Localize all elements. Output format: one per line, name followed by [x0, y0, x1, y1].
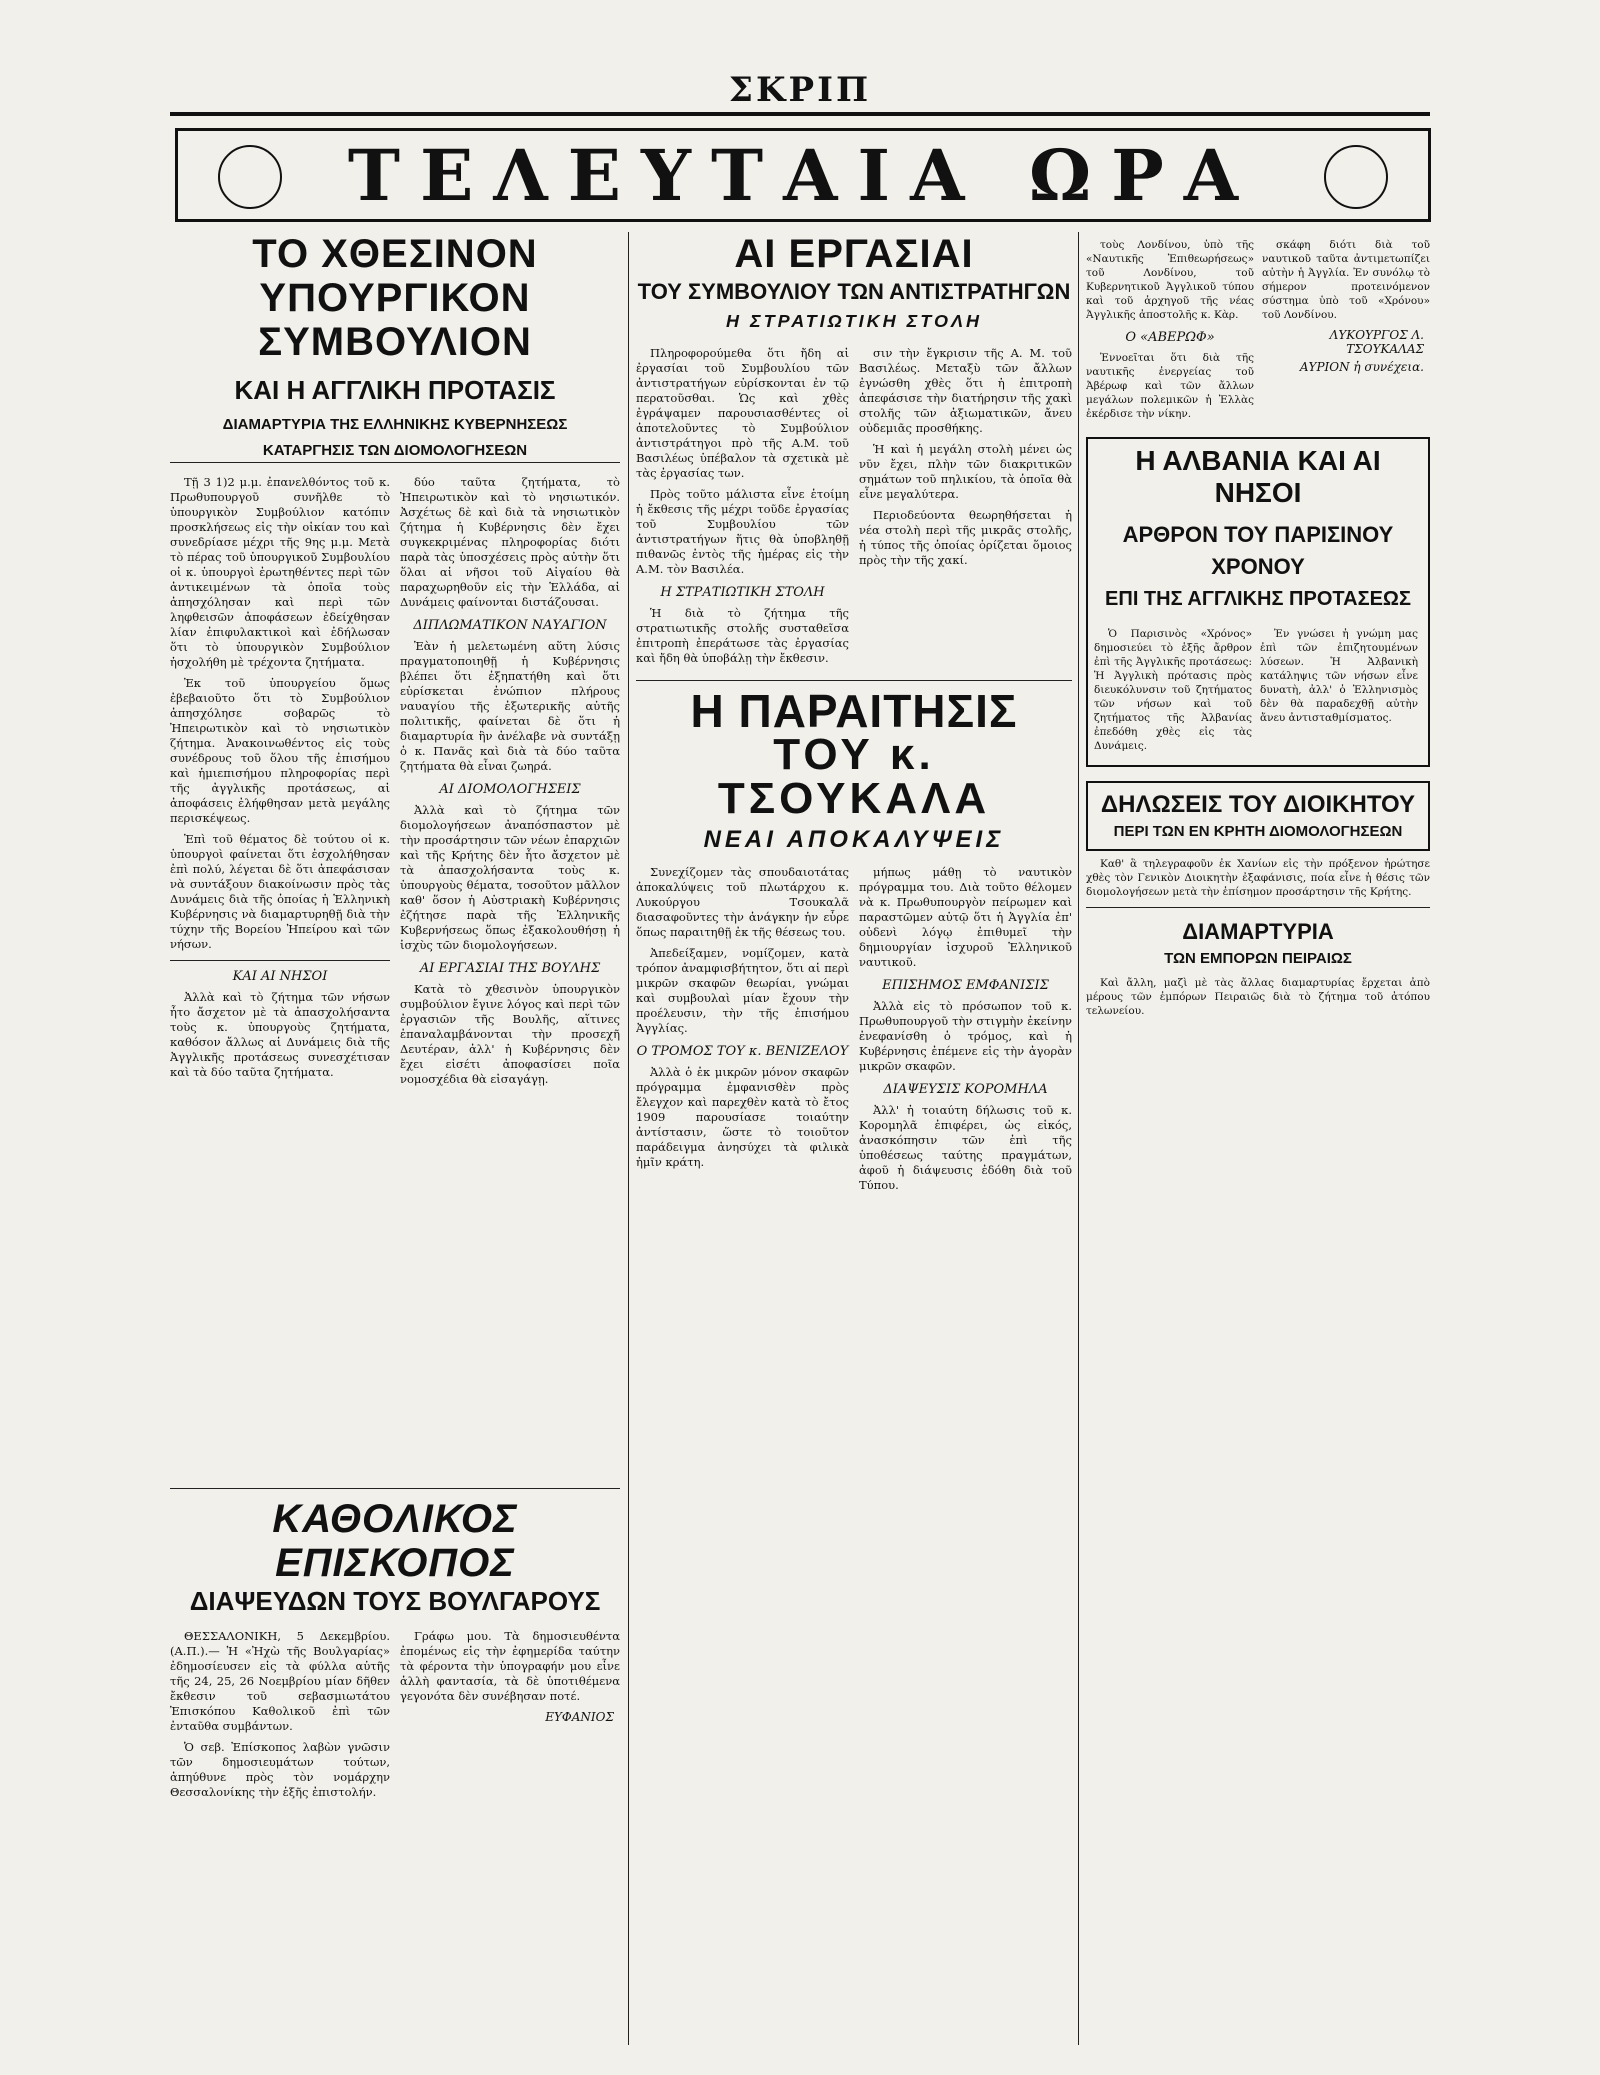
headline: ΑΡΘΡΟΝ ΤΟΥ ΠΑΡΙΣΙΝΟΥ ΧΡΟΝΟΥ — [1122, 522, 1394, 579]
banner-box — [175, 128, 1431, 222]
paragraph: Ἀλλὰ καὶ τὸ ζήτημα τῶν νήσων ἦτο ἄσχετον μὲ τὰ ἀπασχολήσαντα τοὺς κ. ὑπουργοὺς ζητήματα, καθόσον ἄλλως αἱ Δυνάμεις διὰ τῆς Ἀγγλικῆς προτάσεως συνεσχέτισαν καὶ τὰ δύο ταῦτα ζητήματα. — [170, 990, 390, 1079]
separator — [170, 1488, 620, 1489]
headline: ΤΟΥ ΣΥΜΒΟΥΛΙΟΥ ΤΩΝ ΑΝΤΙΣΤΡΑΤΗΓΩΝ — [637, 279, 1071, 304]
separator — [170, 960, 390, 961]
paragraph: Ἀλλὰ ὁ ἐκ μικρῶν μόνον σκαφῶν πρόγραμμα ἐμφανισθὲν πρὸς ἔλεγχον καὶ παρεχθὲν κατὰ τὸ ἔτος 1909 παρουσίασε τοιαύτην ἀντίστασιν, ὥστε τὸ τοιοῦτον παράδειγμα ἀνησύχει τὰ φιλικὰ ἡμῖν κράτη. — [636, 1065, 849, 1169]
section-subheading: ΑΙ ΔΙΟΜΟΛΟΓΗΣΕΙΣ — [439, 782, 581, 797]
paragraph: Τῇ 3 1)2 μ.μ. ἐπανελθόντος τοῦ κ. Πρωθυπουργοῦ συνῆλθε τὸ ὑπουργικὸν Συμβούλιον κατόπιν προσκλήσεως εἰς τὴν οἰκίαν του καὶ συνεδρίασε μέχρι τῆς 9ης μ.μ. Μετὰ τὸ πέρας τοῦ ὑπουργικοῦ Συμβουλίου οἱ κ. ὑπουργοὶ ἐρωτηθέντες περὶ τῶν ἀντικειμένων τὰ ὁποῖα τοὺς ἀπησχόλησαν καὶ περὶ τῶν ληφθεισῶν ἀποφάσεων ἐδείχθησαν λίαν ἐπιφυλακτικοὶ καὶ ἐδήλωσαν ὅτι τὸ ὑπουργικὸν Συμβούλιον ἠσχολήθη μὲ τρέχοντα ζητήματα. — [170, 475, 390, 669]
paragraph: Ἀλλ' ἡ τοιαύτη δήλωσις τοῦ κ. Κορομηλᾶ ἐπιφέρει, ὡς εἰκός, ἀνασκόπησιν τῶν ἐπὶ τῆς ὑποθέσεως ταύτης πραγμάτων, ἀφοῦ ἡ διάψευσις ἐδόθη διὰ τοῦ Τύπου. — [859, 1103, 1072, 1192]
paragraph: Περιοδεύοντα θεωρηθήσεται ἡ νέα στολὴ περὶ τῆς μικρᾶς στολῆς, ἡ τύπος τῆς ὁποίας ὁρίζεται ὅμοιος πρὸς τὴν τῆς χακί. — [859, 508, 1072, 567]
governor-box — [1086, 781, 1430, 851]
paragraph: Καὶ ἄλλη, μαζὶ μὲ τὰς ἄλλας διαμαρτυρίας ἔρχεται ἀπὸ μέρους τῶν ἐμπόρων Πειραιῶς διὰ τὸ ζήτημα τοῦ ἀτόπου τελωνείου. — [1086, 977, 1430, 1017]
signature: ΛΥΚΟΥΡΓΟΣ Λ. ΤΣΟΥΚΑΛΑΣ — [1329, 328, 1424, 356]
banner-title: ΤΕΛΕΥΤΑΙΑ ΩΡΑ — [347, 133, 1259, 217]
signature: ΕΥΦΑΝΙΟΣ — [545, 1710, 614, 1724]
headline: Η ΠΑΡΑΙΤΗΣΙΣ — [690, 685, 1018, 737]
subheadline: ΔΙΑΜΑΡΤΥΡΙΑ ΤΗΣ ΕΛΛΗΝΙΚΗΣ ΚΥΒΕΡΝΗΣΕΩΣ — [222, 416, 568, 433]
subheadline: ΚΑΤΑΡΓΗΣΙΣ ΤΩΝ ΔΙΟΜΟΛΟΓΗΣΕΩΝ — [170, 440, 620, 463]
paragraph: Ἀλλὰ εἰς τὸ πρόσωπον τοῦ κ. Πρωθυπουργοῦ τὴν στιγμὴν ἐκείνην ἐνεφανίσθη ὁ τρόμος, καὶ ἡ Κυβέρνησις ἐπέμενε εἰς τὴν ἀγορὰν μικρῶν σκαφῶν. — [859, 999, 1072, 1073]
section-subheading: ΚΑΙ ΑΙ ΝΗΣΟΙ — [232, 969, 328, 984]
paragraph: Ἡ διὰ τὸ ζήτημα τῆς στρατιωτικῆς στολῆς συσταθεῖσα ἐπιτροπὴ ἐπεράτωσε τὰς ἐργασίας καὶ ἤδη θὰ ὑποβάλῃ τὴν ἔκθεσιν. — [636, 606, 849, 665]
paragraph: Πληροφορούμεθα ὅτι ἤδη αἱ ἐργασίαι τοῦ Συμβουλίου τῶν ἀντιστρατήγων εὑρίσκονται ἐν τῷ περατοῦσθαι. Ὡς καὶ χθὲς ἐγράψαμεν παρουσιασθέντες οἱ ἀποτελοῦντες τὸ Συμβούλιον ἀντιστράτηγοι πρὸ τῆς Α.Μ. τοῦ Βασιλέως ὑπέβαλον τὰ σχετικὰ μὲ τὰς ἐργασίας των. — [636, 346, 849, 480]
paragraph: Ἡ καὶ ἡ μεγάλη στολὴ μένει ὡς νῦν ἔχει, πλὴν τῶν διακριτικῶν σημάτων τοῦ πηλικίου, τὰ ὁποῖα θὰ εἶνε μεγαλύτερα. — [859, 442, 1072, 501]
article-cabinet-council — [170, 232, 620, 1467]
subheadline: ΠΕΡΙ ΤΩΝ ΕΝ ΚΡΗΤΗ ΔΙΟΜΟΛΟΓΗΣΕΩΝ — [1113, 823, 1403, 840]
headline: ΥΠΟΥΡΓΙΚΟΝ ΣΥΜΒΟΥΛΙΟΝ — [258, 276, 532, 364]
separator — [636, 680, 1072, 681]
headline: ΕΠΙ ΤΗΣ ΑΓΓΛΙΚΗΣ ΠΡΟΤΑΣΕΩΣ — [1105, 588, 1411, 610]
paragraph: σκάφη διότι διὰ τοῦ ναυτικοῦ ταῦτα ἀντιμετωπίζει αὐτὴν ἡ Ἀγγλία. Ἐν συνόλῳ τὸ σήμερον προτεινόμενον σύστημα ὑπὸ τοῦ «Χρόνου» τοῦ Λονδίνου. — [1262, 239, 1430, 321]
section-subheading: ΕΠΙΣΗΜΟΣ ΕΜΦΑΝΙΣΙΣ — [882, 978, 1049, 993]
paragraph: Ὁ Παρισινὸς «Χρόνος» δημοσιεύει τὸ ἑξῆς ἄρθρον ἐπὶ τῆς Ἀγγλικῆς προτάσεως: Ἡ Ἀγγλικὴ πρότασις πρὸς διευκόλυνσιν τοῦ ζητήματος τῶν νήσων καὶ τοῦ ζητήματος τῆς Ἀλβανίας ἐπεδόθη χθὲς εἰς τὰς Δυνάμεις. — [1094, 628, 1252, 752]
section-subheading: ΑΙ ΕΡΓΑΣΙΑΙ ΤΗΣ ΒΟΥΛΗΣ — [419, 961, 601, 976]
paragraph: δύο ταῦτα ζητήματα, τὸ Ἠπειρωτικὸν καὶ τὸ νησιωτικόν. Ἀσχέτως δὲ καὶ διὰ τὰ νησιωτικὸν ζήτημα ἡ Κυβέρνησις δὲν ἔχει συγκεκριμένας πληροφορίας διότι παρὰ τὰς ὑποσχέσεις πρὸς αὐτὴν ὅτι ὅλαι αἱ νῆσοι τοῦ Αἰγαίου θὰ παραχωρηθοῦν εἰς τὴν Ἑλλάδα, αἱ Δυνάμεις φαίνονται διστάζουσαι. — [400, 475, 620, 609]
section-subheading: ΔΙΠΛΩΜΑΤΙΚΟΝ ΝΑΥΑΓΙΟΝ — [413, 618, 607, 633]
masthead-name: ΣΚΡΙΠ — [728, 70, 872, 110]
paragraph: Ἐπὶ τοῦ θέματος δὲ τούτου οἱ κ. ὑπουργοὶ φαίνεται ὅτι ἐσχολήθησαν ἐπὶ πολύ, λέγεται δὲ ὅτι ἀπεφάσισαν νὰ συντάξουν διακοίνωσιν πρὸς τὰς Δυνάμεις διὰ τῆς ὁποίας ἡ Ἑλληνικὴ Κυβέρνησις νὰ διαμαρτυρηθῇ διὰ τὴν τύχην τῆς Βορείου Ἠπείρου καὶ τῶν νήσων. — [170, 832, 390, 951]
headline: ΚΑΘΟΛΙΚΟΣ ΕΠΙΣΚΟΠΟΣ — [272, 1497, 518, 1585]
paragraph: ΘΕΣΣΑΛΟΝΙΚΗ, 5 Δεκεμβρίου. (Α.Π.).— Ἡ «Ἠχὼ τῆς Βουλγαρίας» ἐδημοσίευσεν εἰς τὰ φύλλα αὐτῆς τῆς 24, 25, 26 Νοεμβρίου μίαν δῆθεν ἔκθεσιν τοῦ σεβασμιωτάτου Ἐπισκόπου Καθολικοῦ ἐπὶ τῶν ἐνταῦθα συμβάντων. — [170, 1629, 390, 1733]
section-subheading: ΔΙΑΨΕΥΣΙΣ ΚΟΡΟΜΗΛΑ — [883, 1082, 1048, 1097]
headline: ΔΗΛΩΣΕΙΣ ΤΟΥ ΔΙΟΙΚΗΤΟΥ — [1100, 791, 1416, 818]
subheadline: ΤΩΝ ΕΜΠΟΡΩΝ ΠΕΙΡΑΙΩΣ — [1164, 950, 1352, 967]
paragraph: Ἐννοεῖται ὅτι διὰ τῆς ναυτικῆς ἐνεργείας τοῦ Ἀβέρωφ καὶ τῶν ἄλλων μεγάλων πολεμικῶν ἡ Ἑλλὰς ἐκέρδισε τὴν νίκην. — [1086, 352, 1254, 420]
headline: Η ΑΛΒΑΝΙΑ ΚΑΙ ΑΙ ΝΗΣΟΙ — [1135, 445, 1381, 508]
paragraph: Ἀπεδείξαμεν, νομίζομεν, κατὰ τρόπον ἀναμφισβήτητον, ὅτι αἱ περὶ μικρῶν σκαφῶν θεωρίαι, γνώμαι καὶ συμβουλαὶ μίαν ἔχουν τὴν προέλευσιν, τὴν τῆς ἐπισήμου Ἀγγλίας. — [636, 946, 849, 1035]
paragraph: Ὁ σεβ. Ἐπίσκοπος λαβὼν γνῶσιν τῶν δημοσιευμάτων τούτων, ἀπηύθυνε πρὸς τὸν νομάρχην Θεσσαλονίκης τὴν ἑξῆς ἐπιστολήν. — [170, 1740, 390, 1799]
paragraph: τοὺς Λονδίνου, ὑπὸ τῆς «Ναυτικῆς Ἐπιθεωρήσεως» τοῦ Λονδίνου, τοῦ Κυβερνητικοῦ Ἀγγλικοῦ τύπου καὶ τοῦ ἀρχηγοῦ τῆς νέας Ἀγγλικῆς ἀποστολῆς κ. Κὰρ. — [1086, 239, 1254, 321]
headline: ΔΙΑΨΕΥΔΩΝ ΤΟΥΣ ΒΟΥΛΓΑΡΟΥΣ — [189, 1586, 601, 1616]
article-column-right — [400, 469, 620, 1093]
paragraph: Ἀλλὰ καὶ τὸ ζήτημα τῶν διομολογήσεων ἀναπόσπαστον μὲ τὴν προσάρτησιν τῶν νέων ἐπαρχιῶν καὶ τῆς Κρήτης δὲν ἦτο ἄσχετον μὲ τὰ ἀπασχολήσαντα τοὺς κ. ὑπουργοὺς θέματα, τοσοῦτον μᾶλλον καθ' ὅσον ἡ Αὐστριακὴ Κυβέρνησις ἐζήτησε παρὰ τῆς Ἑλληνικῆς Κυβερνήσεως ὅπως ἐξακολουθήσῃ ἡ ἰσχὺς τῶν διομολογήσεων. — [400, 803, 620, 952]
paragraph: Συνεχίζομεν τὰς σπουδαιοτάτας ἀποκαλύψεις τοῦ πλωτάρχου κ. Λυκούργου Τσουκαλᾶ διασαφοῦντες τὴν ἀνάγκην ἡν εὗρε ὅπως παραιτηθῇ ἐκ τῆς θέσεως του. — [636, 865, 849, 939]
paragraph: Ἐν γνώσει ἡ γνώμη μας ἐπὶ τῶν ἐπιζητουμένων λύσεων. Ἡ Ἀλβανικὴ κατάληψις τῶν νήσων εἶνε δυνατὴ, ἀλλ' ὁ Ἑλληνισμὸς δὲν θὰ παραδεχθῇ αὐτὴν ἄνευ ἀντισταθμίσματος. — [1260, 628, 1418, 724]
headline: ΔΙΑΜΑΡΤΥΡΙΑ — [1182, 919, 1334, 944]
column-rule — [1078, 232, 1079, 2045]
masthead-rule — [170, 112, 1430, 116]
albania-box — [1086, 437, 1430, 767]
paragraph: σιν τὴν ἔγκρισιν τῆς Α. Μ. τοῦ Βασιλέως. Μεταξὺ τῶν ἄλλων ἐγνώσθη χθὲς ὅτι ἡ ἐπιτροπὴ ἀπεφάσισε τὴν διατήρησιν τῆς χακὶ στολῆς τῶν ἀξιωματικῶν, ἄνευ οὐδεμιᾶς προσθήκης. — [859, 346, 1072, 435]
paragraph: Ἐὰν ἡ μελετωμένη αὕτη λύσις πραγματοποιηθῇ ἡ Κυβέρνησις βλέπει ὅτι ἐξηπατήθη καὶ ὅτι εὑρίσκεται ἐνώπιον πλήρους ναυαγίου τῆς ἐξωτερικῆς αὐτῆς πολιτικῆς, φαίνεται δὲ ὅτι ἡ διαμαρτυρία ἣν ἀνέλαβε νὰ συντάξῃ ὁ κ. Πανᾶς καὶ διὰ τὰ δύο ταῦτα ζητήματα θὰ εἶναι ζωηρά. — [400, 639, 620, 773]
article-generals-council — [636, 232, 1072, 2042]
article-catholic-bishop — [170, 1480, 620, 2040]
subheadline: Η ΣΤΡΑΤΙΩΤΙΚΗ ΣΤΟΛΗ — [726, 311, 982, 331]
article-column-left — [170, 469, 390, 1093]
headline: ΚΑΙ Η ΑΓΓΛΙΚΗ ΠΡΟΤΑΣΙΣ — [234, 375, 556, 405]
section-subheading: Η ΣΤΡΑΤΙΩΤΙΚΗ ΣΤΟΛΗ — [660, 585, 825, 600]
paragraph: Κατὰ τὸ χθεσινὸν ὑπουργικὸν συμβούλιον ἔγινε λόγος καὶ περὶ τῶν ἐργασιῶν τῆς Βουλῆς, αἵτινες ἐπαναλαμβάνονται τὴν προσεχῆ Δευτέραν, ἀλλ' ἡ Κυβέρνησις δὲν ἔχει εἰσέτι ἀποφασίσει ποῖα νομοσχέδια θὰ εἰσαγάγῃ. — [400, 982, 620, 1086]
headline: ΤΟΥ κ. ΤΣΟΥΚΑΛΑ — [717, 730, 991, 823]
paragraph: Πρὸς τοῦτο μάλιστα εἶνε ἑτοίμη ἡ ἔκθεσις τῆς μέχρι τοῦδε ἐργασίας τοῦ Συμβουλίου τῶν ἀντιστρατήγων ἥτις θὰ ὑποβληθῇ πιθανῶς ἐντὸς τῆς ἡμέρας εἰς τὴν Α.Μ. τὸν Βασιλέα. — [636, 487, 849, 576]
section-subheading: Ο «ΑΒΕΡΩΦ» — [1125, 330, 1215, 345]
paragraph: μήπως μάθῃ τὸ ναυτικὸν πρόγραμμα του. Διὰ τοῦτο θέλομεν νὰ κ. Πρωθυπουργὸν πείρωμεν καὶ παραστῶμεν αὐτῷ ὅτι ἡ Ἀγγλία ἐπ' οὐδενὶ λόγῳ ἐπιθυμεῖ τὴν δημιουργίαν ἰσχυροῦ Ἑλληνικοῦ ναυτικοῦ. — [859, 865, 1072, 969]
subheadline: ΝΕΑΙ ΑΠΟΚΑΛΥΨΕΙΣ — [703, 826, 1005, 853]
paragraph: Καθ' ἃ τηλεγραφοῦν ἐκ Χανίων εἰς τὴν πρόξενον ἠρώτησε χθὲς τὸν Γενικὸν Διοικητὴν ἐξαφάνισις, ποία εἶνε ἡ θέσις τῶν διομολογήσεων μετὰ τὴν ἐπίσημον προσάρτησιν τῆς Κρήτης. — [1086, 858, 1430, 898]
column-rule — [628, 232, 629, 2045]
signature-note: ΑΥΡΙΟΝ ἡ συνέχεια. — [1299, 360, 1424, 374]
separator — [1086, 907, 1430, 908]
headline: ΑΙ ΕΡΓΑΣΙΑΙ — [734, 232, 974, 276]
paragraph: Γράφω μου. Τὰ δημοσιευθέντα ἐπομένως εἰς τὴν ἐφημερίδα ταύτην τὰ φέροντα τὴν ὑπογραφήν μου εἶνε ἀλλὴ φαντασία, τὰ δὲ ὑποτιθέμενα γεγονότα δὲν συνέβησαν ποτέ. — [400, 1629, 620, 1703]
paragraph: Ἐκ τοῦ ὑπουργείου ὅμως ἐβεβαιοῦτο ὅτι τὸ Συμβούλιον ἀπησχόλησε σοβαρῶς τὸ Ἠπειρωτικὸν καὶ τὸ νησιωτικὸν ζήτημα. Ἀνακοινωθέντος εἰς τοὺς συνέδρους τοῦ ὅλου τῆς ἐπισήμου καὶ ἡμιεπισήμου πληροφορίας περὶ τῆς ἀγγλικῆς προτάσεως, αἱ ἀποφάσεις ἐλήφθησαν μετὰ μεγάλης περισκέψεως. — [170, 676, 390, 825]
headline: ΤΟ ΧΘΕΣΙΝΟΝ — [252, 232, 538, 276]
banner-ornament-left-icon — [218, 145, 282, 209]
section-subheading: Ο ΤΡΟΜΟΣ ΤΟΥ κ. ΒΕΝΙΖΕΛΟΥ — [636, 1044, 849, 1059]
article-right-column — [1086, 232, 1430, 2042]
banner-ornament-right-icon — [1324, 145, 1388, 209]
